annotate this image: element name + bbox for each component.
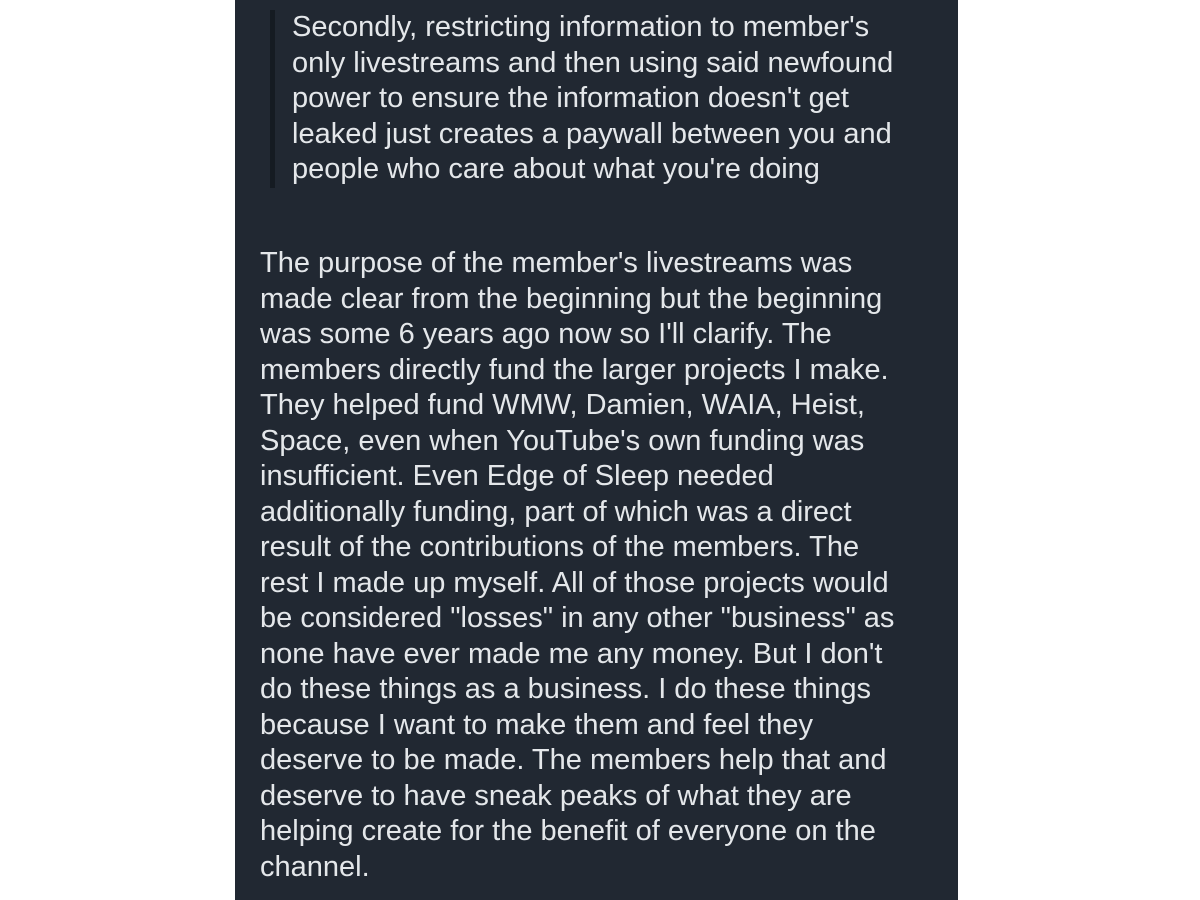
reply-line: made clear from the beginning but the beginning [260,282,883,315]
reply-line: deserve to have sneak peaks of what they are [260,779,852,812]
reply-line: They helped fund WMW, Damien, WAIA, Heist, [260,389,865,421]
quote-bar [270,10,275,188]
reply-text [260,246,945,885]
reply-line: additionally funding, part of which was a direct [260,495,852,528]
reply-line: none have ever made me any money. But I don't [260,637,883,670]
reply-line: deserve to be made. The members help that and [260,744,887,776]
quote-line: power to ensure the information doesn't get [292,82,849,114]
reply-line: channel. [260,850,370,883]
reply-line: result of the contributions of the members. The [260,531,860,563]
reply-line: because I want to make them and feel they [260,708,813,741]
reply-line: was some 6 years ago now so I'll clarify. The [260,318,832,350]
quote-line: Secondly, restricting information to member's [292,11,870,43]
reply-line: members directly fund the larger projects I make. [260,353,889,386]
reply-line: be considered "losses" in any other "business" as [260,602,895,634]
reply-line: do these things as a business. I do these things [260,673,872,705]
quote-line: leaked just creates a paywall between you and [292,117,892,150]
reply-line: rest I made up myself. All of those projects would [260,566,889,599]
quote-text [292,10,942,188]
quote-line: only livestreams and then using said newfound [292,46,894,79]
reply-line: insufficient. Even Edge of Sleep needed [260,460,774,492]
reply-line: Space, even when YouTube's own funding was [260,424,865,457]
quote-line: people who care about what you're doing [292,153,820,185]
reply-line: The purpose of the member's livestreams was [260,247,853,279]
message-panel [235,0,958,900]
reply-line: helping create for the benefit of everyone on the [260,815,876,847]
